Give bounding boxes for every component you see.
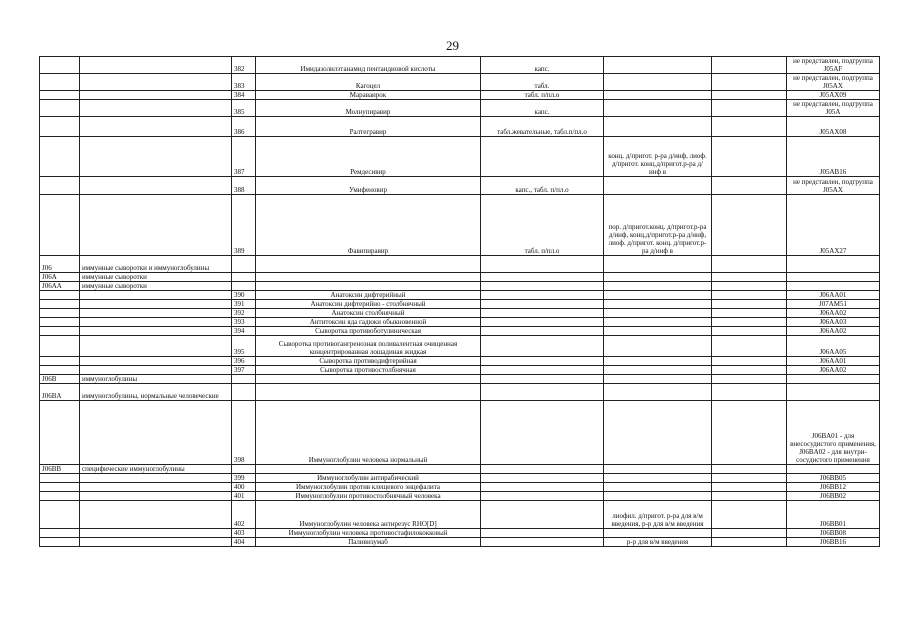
- drug-name-cell: Имидазолилэтанамид пентандиовой кислоты: [256, 57, 481, 74]
- item-number-cell: 388: [232, 177, 256, 195]
- dosage-form-cell: [481, 474, 604, 483]
- form-note-cell: [604, 57, 712, 74]
- atc-code-cell: [40, 492, 80, 501]
- table-row: [40, 492, 880, 501]
- item-number-cell: 393: [232, 318, 256, 327]
- item-number-cell: 384: [232, 91, 256, 100]
- group-name-cell: [80, 492, 232, 501]
- atc-subcode-cell: J06AA01: [787, 357, 880, 366]
- drug-name-cell: Паливизумаб: [256, 538, 481, 547]
- dosage-form-cell: [481, 366, 604, 375]
- atc-subcode-cell: J07AM51: [787, 300, 880, 309]
- atc-code-cell: [40, 474, 80, 483]
- item-number-cell: 395: [232, 336, 256, 357]
- atc-subcode-cell: [787, 273, 880, 282]
- atc-subcode-cell: [787, 465, 880, 474]
- form-note-cell: [604, 256, 712, 273]
- group-name-cell: [80, 91, 232, 100]
- group-name-cell: [80, 327, 232, 336]
- atc-code-cell: [40, 300, 80, 309]
- extra-cell: [712, 401, 787, 465]
- group-name-cell: [80, 117, 232, 137]
- dosage-form-cell: [481, 282, 604, 291]
- atc-code-cell: [40, 74, 80, 91]
- group-name-cell: иммуноглобулины, нормальные человеческие: [80, 384, 232, 401]
- form-note-cell: [604, 474, 712, 483]
- drug-name-cell: Фавипиравир: [256, 195, 481, 256]
- table-row: [40, 195, 880, 256]
- form-note-cell: [604, 282, 712, 291]
- table-row: [40, 117, 880, 137]
- atc-code-cell: [40, 366, 80, 375]
- table-row: [40, 375, 880, 384]
- atc-subcode-cell: J05AX08: [787, 117, 880, 137]
- group-name-cell: иммуноглобулины: [80, 375, 232, 384]
- dosage-form-cell: [481, 529, 604, 538]
- group-name-cell: [80, 318, 232, 327]
- atc-code-cell: [40, 529, 80, 538]
- group-name-cell: [80, 366, 232, 375]
- drug-name-cell: [256, 384, 481, 401]
- atc-subcode-cell: J05AX09: [787, 91, 880, 100]
- dosage-form-cell: [481, 465, 604, 474]
- atc-code-cell: J06BB: [40, 465, 80, 474]
- extra-cell: [712, 318, 787, 327]
- form-note-cell: [604, 300, 712, 309]
- atc-code-cell: [40, 195, 80, 256]
- dosage-form-cell: табл. п/пл.о: [481, 195, 604, 256]
- drug-name-cell: Мараваирок: [256, 91, 481, 100]
- group-name-cell: иммунные сыворотки: [80, 282, 232, 291]
- atc-code-cell: J06BA: [40, 384, 80, 401]
- dosage-form-cell: [481, 357, 604, 366]
- drug-table: [39, 56, 880, 547]
- table-row: [40, 327, 880, 336]
- item-number-cell: 387: [232, 137, 256, 177]
- group-name-cell: [80, 336, 232, 357]
- drug-name-cell: [256, 282, 481, 291]
- table-row: [40, 300, 880, 309]
- atc-code-cell: [40, 318, 80, 327]
- drug-name-cell: Иммуноглобулин противостолбнячный человека: [256, 492, 481, 501]
- dosage-form-cell: [481, 273, 604, 282]
- form-note-cell: [604, 273, 712, 282]
- form-note-cell: [604, 336, 712, 357]
- table-row: [40, 538, 880, 547]
- dosage-form-cell: [481, 309, 604, 318]
- atc-subcode-cell: J06AA02: [787, 327, 880, 336]
- form-note-cell: [604, 384, 712, 401]
- atc-subcode-cell: [787, 256, 880, 273]
- table-row: [40, 483, 880, 492]
- atc-code-cell: [40, 501, 80, 529]
- item-number-cell: [232, 384, 256, 401]
- dosage-form-cell: капс.: [481, 100, 604, 117]
- atc-subcode-cell: не представлен, подгруппа J05AX: [787, 177, 880, 195]
- form-note-cell: [604, 366, 712, 375]
- item-number-cell: [232, 465, 256, 474]
- atc-subcode-cell: J06AA05: [787, 336, 880, 357]
- item-number-cell: [232, 256, 256, 273]
- table-row: [40, 256, 880, 273]
- extra-cell: [712, 291, 787, 300]
- atc-code-cell: [40, 538, 80, 547]
- drug-name-cell: [256, 465, 481, 474]
- table-row: [40, 318, 880, 327]
- table-body: [40, 57, 880, 547]
- item-number-cell: 404: [232, 538, 256, 547]
- group-name-cell: [80, 309, 232, 318]
- dosage-form-cell: капс.: [481, 57, 604, 74]
- group-name-cell: иммунные сыворотки: [80, 273, 232, 282]
- dosage-form-cell: [481, 483, 604, 492]
- drug-name-cell: [256, 375, 481, 384]
- drug-name-cell: Умифеновир: [256, 177, 481, 195]
- dosage-form-cell: [481, 318, 604, 327]
- atc-subcode-cell: J06AA01: [787, 291, 880, 300]
- item-number-cell: 390: [232, 291, 256, 300]
- extra-cell: [712, 137, 787, 177]
- extra-cell: [712, 384, 787, 401]
- item-number-cell: 396: [232, 357, 256, 366]
- item-number-cell: 397: [232, 366, 256, 375]
- drug-name-cell: [256, 256, 481, 273]
- extra-cell: [712, 474, 787, 483]
- form-note-cell: [604, 465, 712, 474]
- extra-cell: [712, 465, 787, 474]
- group-name-cell: [80, 177, 232, 195]
- extra-cell: [712, 300, 787, 309]
- table-row: [40, 501, 880, 529]
- drug-name-cell: Иммуноглобулин антирабический: [256, 474, 481, 483]
- item-number-cell: 403: [232, 529, 256, 538]
- atc-subcode-cell: J06BB16: [787, 538, 880, 547]
- dosage-form-cell: [481, 538, 604, 547]
- item-number-cell: 385: [232, 100, 256, 117]
- atc-subcode-cell: не представлен, подгруппа J05AX: [787, 74, 880, 91]
- drug-name-cell: Сыворотка противогангренозная поливалентная очищенная концентрированная лошадиная жидкая: [256, 336, 481, 357]
- extra-cell: [712, 100, 787, 117]
- atc-subcode-cell: J06AA02: [787, 366, 880, 375]
- table-row: [40, 366, 880, 375]
- item-number-cell: 392: [232, 309, 256, 318]
- form-note-cell: [604, 117, 712, 137]
- atc-subcode-cell: J05AB16: [787, 137, 880, 177]
- item-number-cell: 402: [232, 501, 256, 529]
- item-number-cell: [232, 282, 256, 291]
- group-name-cell: [80, 474, 232, 483]
- dosage-form-cell: табл. п/пл.о: [481, 91, 604, 100]
- table-row: [40, 177, 880, 195]
- dosage-form-cell: [481, 492, 604, 501]
- group-name-cell: [80, 195, 232, 256]
- extra-cell: [712, 529, 787, 538]
- table-row: [40, 465, 880, 474]
- atc-code-cell: [40, 137, 80, 177]
- extra-cell: [712, 273, 787, 282]
- atc-code-cell: [40, 336, 80, 357]
- form-note-cell: [604, 100, 712, 117]
- group-name-cell: специфические иммуноглобулины: [80, 465, 232, 474]
- atc-code-cell: [40, 117, 80, 137]
- atc-subcode-cell: J06AA03: [787, 318, 880, 327]
- atc-code-cell: [40, 357, 80, 366]
- item-number-cell: 400: [232, 483, 256, 492]
- form-note-cell: конц. д/пригот. р-ра д/инф, лиоф. д/пригот. конц.д/пригот.р-ра д/инф в: [604, 137, 712, 177]
- atc-subcode-cell: [787, 384, 880, 401]
- form-note-cell: [604, 309, 712, 318]
- extra-cell: [712, 195, 787, 256]
- table-row: [40, 529, 880, 538]
- form-note-cell: [604, 91, 712, 100]
- atc-code-cell: [40, 177, 80, 195]
- form-note-cell: [604, 375, 712, 384]
- extra-cell: [712, 327, 787, 336]
- extra-cell: [712, 91, 787, 100]
- item-number-cell: 386: [232, 117, 256, 137]
- dosage-form-cell: табл.: [481, 74, 604, 91]
- drug-name-cell: Молнупиравир: [256, 100, 481, 117]
- drug-name-cell: Ралтегравир: [256, 117, 481, 137]
- extra-cell: [712, 483, 787, 492]
- form-note-cell: [604, 177, 712, 195]
- group-name-cell: [80, 74, 232, 91]
- atc-subcode-cell: не представлен, подгруппа J05AF: [787, 57, 880, 74]
- dosage-form-cell: [481, 336, 604, 357]
- atc-subcode-cell: J05AX27: [787, 195, 880, 256]
- dosage-form-cell: [481, 291, 604, 300]
- item-number-cell: [232, 273, 256, 282]
- group-name-cell: [80, 100, 232, 117]
- dosage-form-cell: [481, 256, 604, 273]
- drug-name-cell: Ремдесивир: [256, 137, 481, 177]
- drug-name-cell: Иммуноглобулин человека антирезус RHO[D]: [256, 501, 481, 529]
- extra-cell: [712, 336, 787, 357]
- dosage-form-cell: [481, 327, 604, 336]
- form-note-cell: [604, 483, 712, 492]
- drug-name-cell: Анатоксин дифтерийный: [256, 291, 481, 300]
- form-note-cell: [604, 74, 712, 91]
- table-row: [40, 384, 880, 401]
- atc-code-cell: [40, 91, 80, 100]
- group-name-cell: [80, 57, 232, 74]
- item-number-cell: 389: [232, 195, 256, 256]
- item-number-cell: [232, 375, 256, 384]
- atc-code-cell: [40, 100, 80, 117]
- drug-name-cell: Анатоксин столбнячный: [256, 309, 481, 318]
- table-row: [40, 282, 880, 291]
- atc-subcode-cell: J06BB12: [787, 483, 880, 492]
- form-note-cell: пор. д/пригот.конц. д/пригот.р-ра д/инф, конц.д/пригот.р-ра д/инф, лиоф. д/пригот. конц. д/пригот.р-ра д/инф в: [604, 195, 712, 256]
- dosage-form-cell: табл.жевательные, табл.п/пл.о: [481, 117, 604, 137]
- extra-cell: [712, 256, 787, 273]
- atc-subcode-cell: J06BA01 - для внесосудистого применения, J06BA02 - для внутри-сосудистого применения: [787, 401, 880, 465]
- extra-cell: [712, 492, 787, 501]
- form-note-cell: [604, 492, 712, 501]
- drug-name-cell: Анатоксин дифтерийно - столбнячный: [256, 300, 481, 309]
- atc-subcode-cell: J06AA02: [787, 309, 880, 318]
- group-name-cell: [80, 529, 232, 538]
- atc-code-cell: [40, 401, 80, 465]
- table-row: [40, 57, 880, 74]
- drug-name-cell: [256, 273, 481, 282]
- table-row: [40, 474, 880, 483]
- table-row: [40, 309, 880, 318]
- extra-cell: [712, 538, 787, 547]
- table-row: [40, 100, 880, 117]
- item-number-cell: 394: [232, 327, 256, 336]
- group-name-cell: [80, 291, 232, 300]
- atc-code-cell: J06A: [40, 273, 80, 282]
- atc-code-cell: [40, 327, 80, 336]
- atc-subcode-cell: J06BB01: [787, 501, 880, 529]
- group-name-cell: [80, 501, 232, 529]
- extra-cell: [712, 282, 787, 291]
- item-number-cell: 391: [232, 300, 256, 309]
- drug-name-cell: Антитоксин яда гадюки обыкновенной: [256, 318, 481, 327]
- atc-code-cell: [40, 483, 80, 492]
- page-number: 29: [446, 38, 459, 53]
- atc-subcode-cell: J06BB08: [787, 529, 880, 538]
- extra-cell: [712, 177, 787, 195]
- item-number-cell: 398: [232, 401, 256, 465]
- drug-name-cell: Кагоцел: [256, 74, 481, 91]
- dosage-form-cell: [481, 137, 604, 177]
- drug-name-cell: Сыворотка противоботулиническая: [256, 327, 481, 336]
- atc-code-cell: [40, 309, 80, 318]
- dosage-form-cell: [481, 300, 604, 309]
- group-name-cell: [80, 300, 232, 309]
- form-note-cell: [604, 318, 712, 327]
- item-number-cell: 382: [232, 57, 256, 74]
- extra-cell: [712, 366, 787, 375]
- atc-code-cell: J06: [40, 256, 80, 273]
- group-name-cell: [80, 401, 232, 465]
- group-name-cell: [80, 538, 232, 547]
- form-note-cell: лиофил. д/пригот. р-ра для в/м введения, р-р для в/м введения: [604, 501, 712, 529]
- table-row: [40, 291, 880, 300]
- form-note-cell: [604, 357, 712, 366]
- drug-name-cell: Иммуноглобулин человека нормальный: [256, 401, 481, 465]
- table-row: [40, 91, 880, 100]
- atc-code-cell: J06B: [40, 375, 80, 384]
- drug-name-cell: Иммуноглобулин против клещевого энцефалита: [256, 483, 481, 492]
- table-row: [40, 401, 880, 465]
- atc-subcode-cell: [787, 375, 880, 384]
- group-name-cell: [80, 137, 232, 177]
- atc-code-cell: J06AA: [40, 282, 80, 291]
- form-note-cell: [604, 291, 712, 300]
- dosage-form-cell: [481, 401, 604, 465]
- dosage-form-cell: [481, 384, 604, 401]
- drug-name-cell: Иммуноглобулин человека противостафилококковый: [256, 529, 481, 538]
- extra-cell: [712, 309, 787, 318]
- extra-cell: [712, 74, 787, 91]
- item-number-cell: 399: [232, 474, 256, 483]
- table-row: [40, 137, 880, 177]
- dosage-form-cell: [481, 375, 604, 384]
- drug-name-cell: Сыворотка противодифтерийная: [256, 357, 481, 366]
- atc-subcode-cell: [787, 282, 880, 291]
- group-name-cell: иммунные сыворотки и иммуноглобулины: [80, 256, 232, 273]
- atc-subcode-cell: J06BB02: [787, 492, 880, 501]
- atc-subcode-cell: J06BB05: [787, 474, 880, 483]
- form-note-cell: [604, 327, 712, 336]
- extra-cell: [712, 117, 787, 137]
- atc-code-cell: [40, 57, 80, 74]
- extra-cell: [712, 357, 787, 366]
- extra-cell: [712, 57, 787, 74]
- item-number-cell: 401: [232, 492, 256, 501]
- atc-code-cell: [40, 291, 80, 300]
- item-number-cell: 383: [232, 74, 256, 91]
- extra-cell: [712, 375, 787, 384]
- table-row: [40, 336, 880, 357]
- table-row: [40, 357, 880, 366]
- group-name-cell: [80, 357, 232, 366]
- group-name-cell: [80, 483, 232, 492]
- table-row: [40, 273, 880, 282]
- atc-subcode-cell: не представлен, подгруппа J05A: [787, 100, 880, 117]
- form-note-cell: р-р для в/м введения: [604, 538, 712, 547]
- table-row: [40, 74, 880, 91]
- dosage-form-cell: капс., табл. п/пл.о: [481, 177, 604, 195]
- extra-cell: [712, 501, 787, 529]
- form-note-cell: [604, 529, 712, 538]
- dosage-form-cell: [481, 501, 604, 529]
- drug-name-cell: Сыворотка противостолбнячная: [256, 366, 481, 375]
- form-note-cell: [604, 401, 712, 465]
